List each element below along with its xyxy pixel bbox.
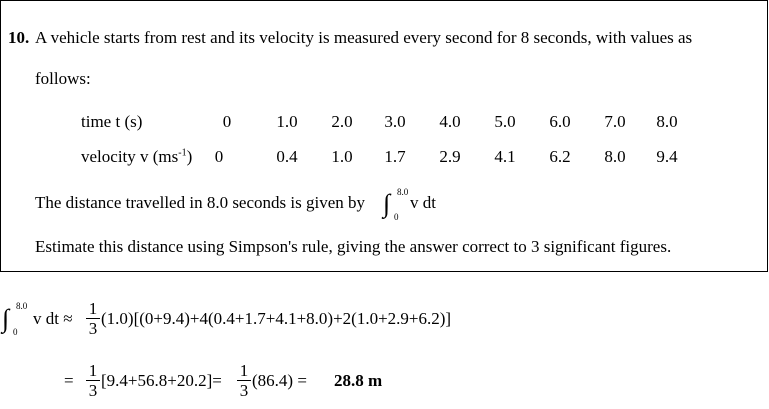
velocity-value: 0.4	[276, 147, 298, 166]
time-value: 6.0	[549, 112, 571, 131]
time-value: 1.0	[276, 112, 298, 131]
integral-upper-limit: 8.0	[397, 187, 409, 197]
velocity-value: 0	[214, 147, 224, 166]
time-value: 2.0	[331, 112, 353, 131]
product-expression: (86.4) =	[252, 371, 307, 390]
velocity-value: 6.2	[549, 147, 571, 166]
velocity-value: 4.1	[494, 147, 516, 166]
velocity-value: 9.4	[656, 147, 678, 166]
time-value: 8.0	[656, 112, 678, 131]
integral-upper-limit: 8.0	[16, 301, 28, 311]
time-value: 3.0	[384, 112, 406, 131]
velocity-label: velocity v $(ms^{-1})$	[81, 147, 193, 166]
final-answer: 28.8 m	[334, 371, 383, 390]
sum-expression: [9.4+56.8+20.2]=	[101, 371, 222, 390]
time-label: time t (s)	[81, 112, 143, 131]
time-value: 0	[222, 112, 232, 131]
integral-lower-limit: 0	[394, 212, 399, 222]
fraction-one-third: 1 3	[86, 300, 100, 337]
equals-sign: =	[64, 371, 74, 390]
fraction-one-third: 1 3	[86, 362, 100, 399]
question-number: 10.	[8, 28, 30, 47]
velocity-value: 2.9	[439, 147, 461, 166]
time-value: 4.0	[439, 112, 461, 131]
integrand: v dt	[410, 193, 436, 212]
answer-working	[0, 280, 769, 409]
integral-sign: ∫	[383, 189, 391, 218]
velocity-value: 1.7	[384, 147, 406, 166]
time-value: 5.0	[494, 112, 516, 131]
answer-integrand: v dt ≈	[33, 309, 73, 328]
estimate-instruction: Estimate this distance using Simpson's rule, giving the answer correct to 3 significant figures.	[35, 237, 672, 256]
velocity-value: 8.0	[604, 147, 626, 166]
distance-text: The distance travelled in 8.0 seconds is given by	[35, 193, 365, 212]
fraction-one-third: 1 3	[237, 362, 251, 399]
velocity-value: 1.0	[331, 147, 353, 166]
simpson-expression: (1.0)[(0+9.4)+4(0.4+1.7+4.1+8.0)+2(1.0+2.9+6.2)]	[101, 309, 452, 328]
question-line-1: A vehicle starts from rest and its velocity is measured every second for 8 seconds, with values as	[35, 28, 693, 47]
integral-lower-limit: 0	[13, 327, 18, 337]
integral-sign: ∫	[2, 304, 10, 333]
question-line-2: follows:	[35, 69, 91, 88]
time-value: 7.0	[604, 112, 626, 131]
